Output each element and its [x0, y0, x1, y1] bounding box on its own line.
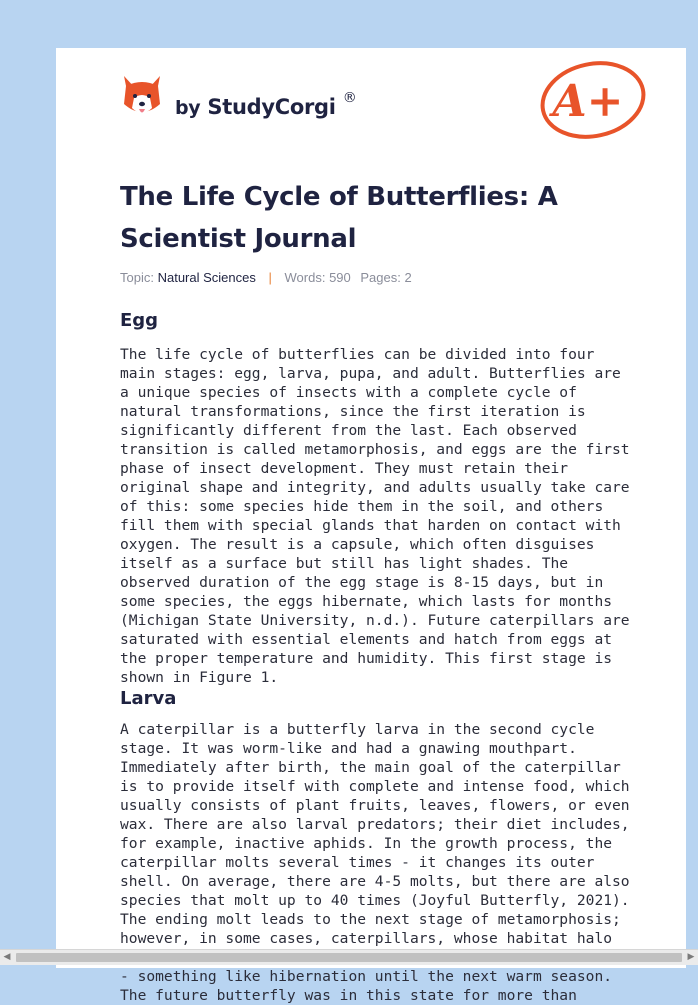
- brand-name[interactable]: [175, 90, 357, 119]
- section-text-larva: A caterpillar is a butterfly larva in the second cycle stage. It was worm-like and had a gnawing mouthpart. Immediately after birth, the main goal of the caterpillar is to provide itself with complete and intense food, which usually consists of plant fruits, leaves, flowers, or even wax. There are also larval predators; their diet includes, for example, inactive aphids. In the growth process, the caterpillar molts several times - it changes its outer shell. On average, there are 4-5 molts, but there are also species that molt up to 40 times (Joyful Butterfly, 2021). The ending molt leads to the next stage of metamorphosis; however, in some cases, caterpillars, whose habitat halo - something like hibernation until the next warm season. The future butterfly was in this state for more than: [120, 721, 630, 1004]
- brand-by-text: by: [175, 97, 201, 119]
- page-header: [56, 48, 686, 158]
- topic-label: Topic:: [120, 270, 154, 285]
- corgi-logo-icon[interactable]: [120, 74, 164, 122]
- article-content: [120, 176, 632, 1005]
- scroll-left-arrow-icon[interactable]: ◀: [3, 952, 11, 962]
- section-heading-larva: Larva: [120, 688, 177, 709]
- section-heading-egg: Egg: [120, 310, 159, 331]
- registered-mark: ®: [342, 90, 357, 106]
- scrollbar-thumb[interactable]: [16, 953, 682, 962]
- scroll-right-arrow-icon[interactable]: ▶: [687, 952, 695, 962]
- section-text-egg: The life cycle of butterflies can be divided into four main stages: egg, larva, pupa, and adult. Butterflies are a unique species of insects with a complete cycle of natural transformations, since the first iteration is significantly different from the last. Each observed transition is called metamorphosis, and eggs are the first phase of insect development. They must retain their original shape and integrity, and adults usually take care of this: some species hide them in the soil, and others fill them with special glands that harden on contact with oxygen. The result is a capsule, which often disguises itself as a surface but still has light shades. The observed duration of the egg stage is 8-15 days, but in some species, the eggs hibernate, which lasts for months (Michigan State University, n.d.). Future caterpillars are saturated with essential elements and hatch from eggs at the proper temperature and humidity. This first stage is shown in Figure 1.: [120, 346, 630, 686]
- grade-text: A+: [552, 76, 624, 127]
- grade-a-plus-icon: [538, 58, 648, 140]
- page-count: Pages: 2: [360, 270, 412, 285]
- horizontal-scrollbar[interactable]: [0, 949, 698, 965]
- meta-separator: |: [268, 270, 272, 285]
- topic-link[interactable]: Natural Sciences: [157, 270, 256, 285]
- document-page: [56, 48, 686, 1004]
- article-meta: [120, 270, 632, 285]
- article-title: The Life Cycle of Butterflies: A Scientist Journal: [120, 182, 558, 254]
- word-count: Words: 590: [284, 270, 351, 285]
- brand-studycorgi-text: StudyCorgi: [207, 95, 336, 119]
